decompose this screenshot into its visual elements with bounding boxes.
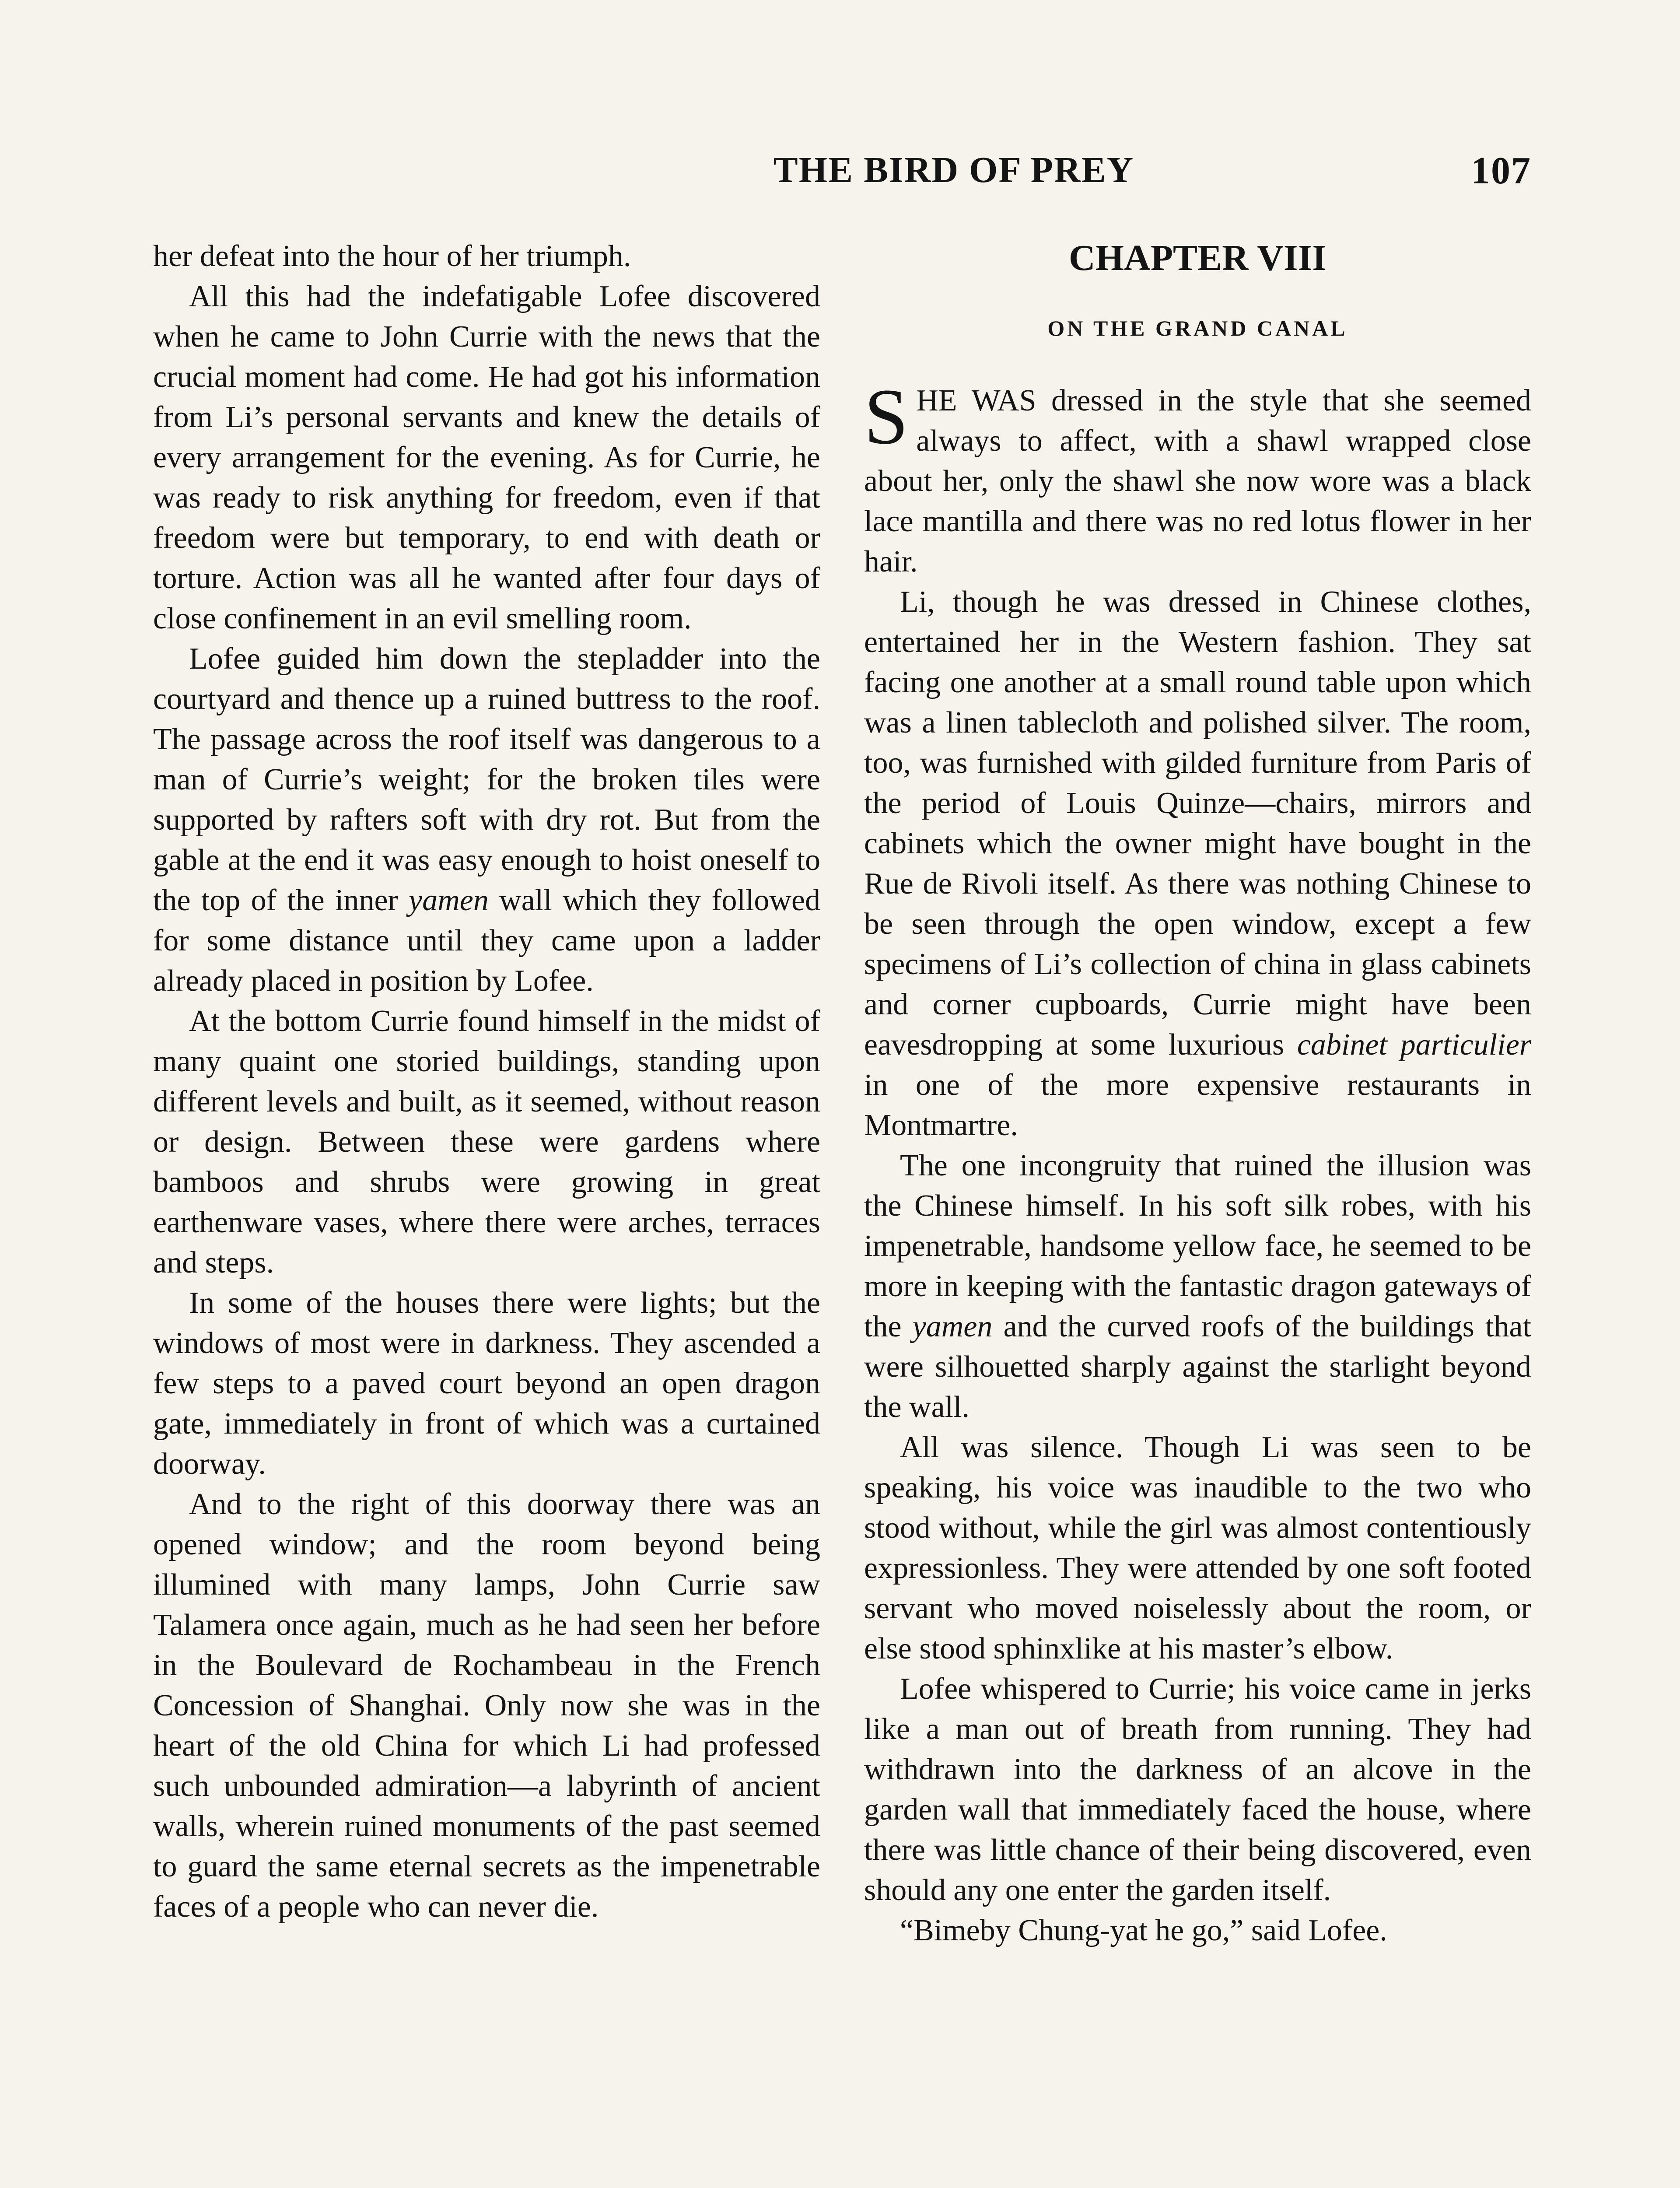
paragraph-continuation: her defeat into the hour of her triumph.	[153, 239, 631, 273]
drop-cap: S	[864, 373, 909, 461]
paragraph-text: dressed in the style that she seemed always to affect, with a shawl wrapped close about her, only the shawl she now wore was a black lace mantilla and there was no red lotus flower in her hair.	[864, 384, 1532, 579]
page-number: 107	[1471, 150, 1531, 192]
paragraph-text: wall which they followed for some distance until they came upon a ladder already placed in position by Lofee.	[153, 884, 821, 998]
paragraph: In some of the houses there were lights; but the windows of most were in darkness. They ascended a few steps to a paved court beyond an open dragon gate, immediately in front of which was a curtained doorway.	[153, 1286, 820, 1481]
running-head	[153, 149, 1531, 197]
opening-paragraph	[864, 373, 1532, 582]
left-column	[153, 236, 820, 1927]
paragraph	[864, 1146, 1531, 1427]
paragraph-text: in one of the more expensive restaurants in Montmartre.	[864, 1068, 1531, 1142]
paragraph-text: Li, though he was dressed in Chinese clothes, entertained her in the Western fashion. They sat facing one another at a small round table upon which was a linen tablecloth and polished silver. The room, too, was furnished with gilded furniture from Paris of the period of Louis Quinze—chairs, mirrors and cabinets which the owner might have bought in the Rue de Rivoli itself. As there was nothing Chinese to be seen through the open window, except a few specimens of Li’s collection of china in glass cabinets and corner cupboards, Currie might have been eavesdropping at some luxurious	[864, 585, 1531, 1062]
chapter-heading: CHAPTER VIII	[1069, 238, 1326, 278]
paragraph: Lofee whispered to Currie; his voice came in jerks like a man out of breath from running. They had withdrawn into the darkness of an alcove in the garden wall that immediately faced the house, where there was little chance of their being discovered, even should any one enter the garden itself.	[864, 1672, 1531, 1907]
paragraph: “Bimeby Chung-yat he go,” said Lofee.	[900, 1914, 1387, 1947]
paragraph: And to the right of this doorway there was an opened window; and the room beyond being illumined with many lamps, John Currie saw Talamera once again, much as he had seen her before in the Boulevard de Rochambeau in the French Concession of Shanghai. Only now she was in the heart of the old China for which Li had professed such unbounded admiration—a labyrinth of ancient walls, wherein ruined monuments of the past seemed to guard the same eternal secrets as the impenetrable faces of a people who can never die.	[153, 1487, 820, 1924]
paragraph: All this had the indefatigable Lofee discovered when he came to John Currie with the news that the crucial moment had come. He had got his information from Li’s personal servants and knew the details of every arrangement for the evening. As for Currie, he was ready to risk anything for freedom, even if that freedom were but temporary, to end with death or torture. Action was all he wanted after four days of close confinement in an evil smelling room.	[153, 280, 820, 635]
italic-term: yamen	[409, 884, 489, 917]
paragraph-text: Lofee guided him down the stepladder into the courtyard and thence up a ruined buttress to the roof. The passage across the roof itself was dangerous to a man of Currie’s weight; for the broken tiles were supported by rafters soft with dry rot. But from the gable at the end it was easy enough to hoist oneself to the top of the inner	[153, 642, 820, 917]
paragraph	[153, 639, 820, 1001]
italic-term: yamen	[912, 1310, 993, 1343]
running-title: THE BIRD OF PREY	[773, 150, 1134, 190]
paragraph: At the bottom Currie found himself in the midst of many quaint one storied buildings, standing upon different levels and built, as it seemed, without reason or design. Between these were gardens where bamboos and shrubs were growing in great earthenware vases, where there were arches, terraces and steps.	[153, 1004, 820, 1280]
paragraph: All was silence. Though Li was seen to be speaking, his voice was inaudible to the two who stood without, while the girl was almost contentiously expressionless. They were attended by one soft footed servant who moved noiselessly about the room, or else stood sphinxlike at his master’s elbow.	[864, 1431, 1531, 1666]
opening-caps: HE WAS	[916, 384, 1036, 417]
chapter-subtitle: ON THE GRAND CANAL	[1047, 316, 1348, 340]
paragraph-text: and the curved roofs of the buildings that were silhouetted sharply against the starlight beyond the wall.	[864, 1310, 1532, 1424]
right-column	[864, 236, 1531, 1951]
paragraph-text: The one incongruity that ruined the illusion was the Chinese himself. In his soft silk robes, with his impenetrable, handsome yellow face, he seemed to be more in keeping with the fantastic dragon gateways of the	[864, 1149, 1531, 1343]
italic-term: cabinet particulier	[1297, 1028, 1532, 1062]
paragraph	[864, 582, 1531, 1146]
